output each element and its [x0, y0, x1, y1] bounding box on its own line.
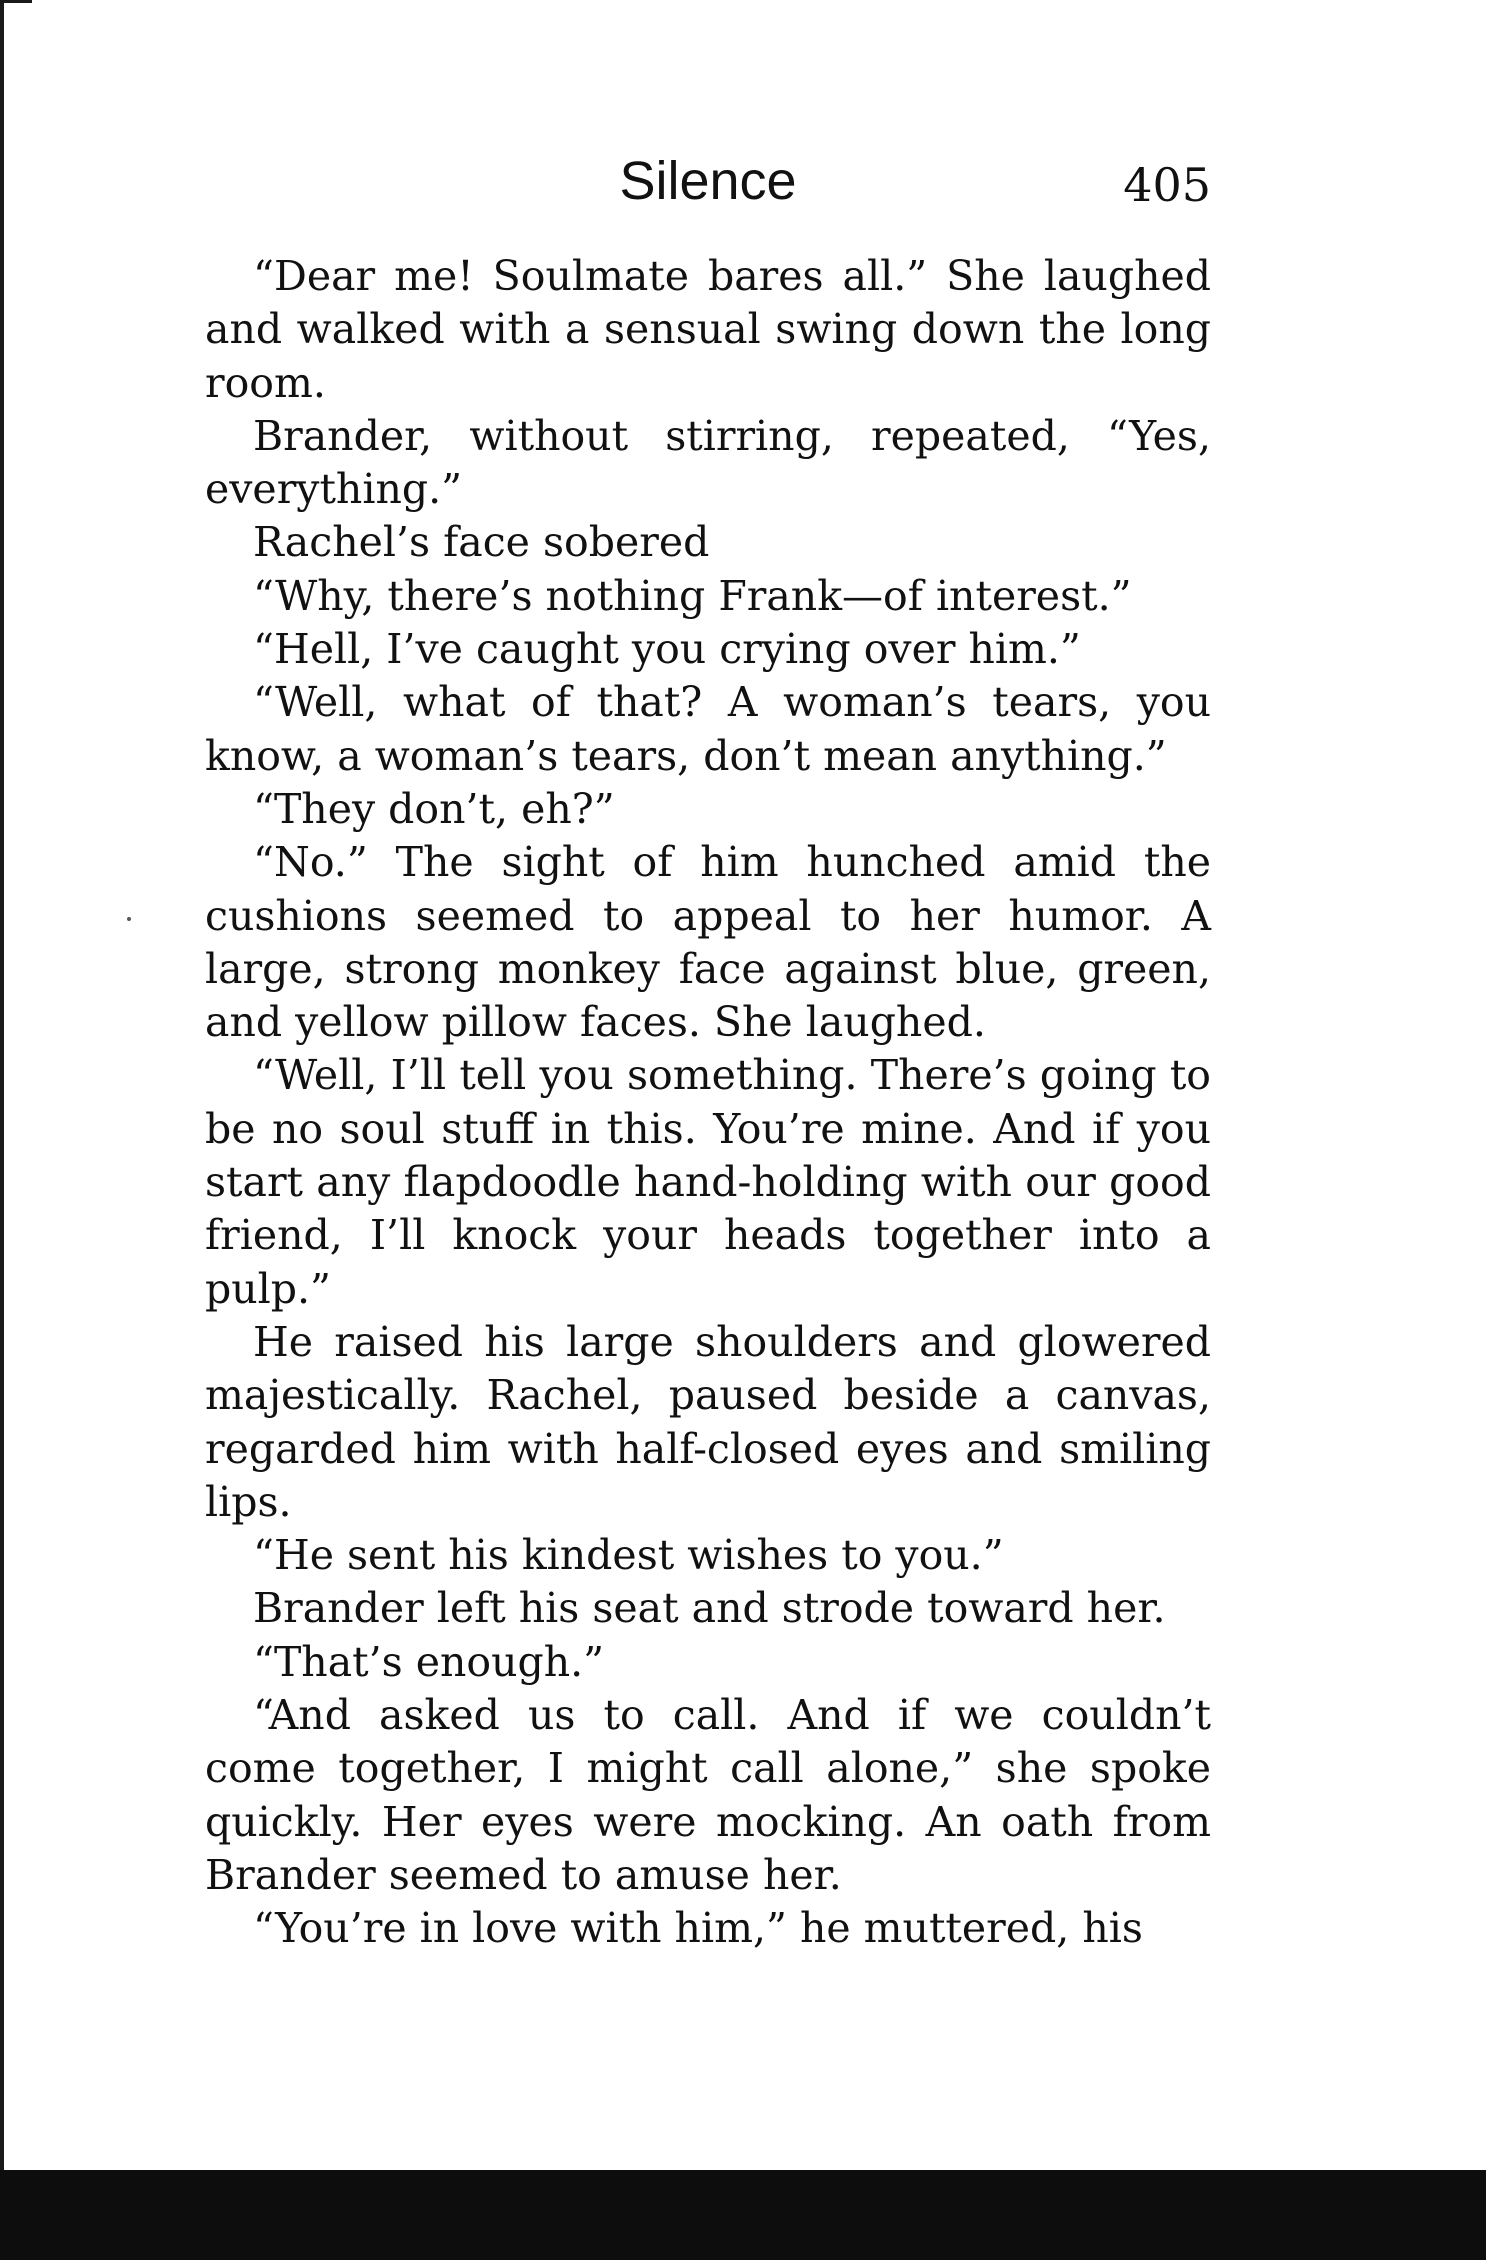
scan-edge-left	[0, 0, 4, 2260]
paragraph: “That’s enough.”	[253, 1637, 605, 1686]
paragraph: “No.” The sight of him hunched amid the cushions seemed to appeal to her humor. A large, strong monkey face against blue, green, and yellow pillow faces. She laughed.	[205, 838, 1211, 1047]
paragraph: “Dear me! Soulmate bares all.” She laughed and walked with a sensual swing down the long room.	[205, 252, 1211, 407]
paragraph: “Why, there’s nothing Frank—of interest.”	[253, 571, 1132, 620]
paragraph: “You’re in love with him,” he muttered, his	[253, 1904, 1143, 1953]
paragraph: “He sent his kindest wishes to you.”	[253, 1531, 1004, 1580]
paragraph: He raised his large shoulders and glowered majestically. Rachel, paused beside a canvas, regarded him with half-closed eyes and smiling lips.	[205, 1317, 1211, 1526]
ink-speck	[127, 917, 131, 921]
book-page	[205, 150, 1211, 1956]
paragraph: “Well, what of that? A woman’s tears, you know, a woman’s tears, don’t mean anything.”	[205, 678, 1211, 780]
body-text	[205, 250, 1211, 1956]
paragraph: Brander left his seat and strode toward her.	[253, 1584, 1166, 1633]
scan-edge-top	[0, 0, 32, 3]
paragraph: “They don’t, eh?”	[253, 784, 615, 833]
running-title: Silence	[619, 151, 797, 211]
paragraph: Brander, without stirring, repeated, “Yes, everything.”	[205, 411, 1211, 514]
paragraph: Rachel’s face sobered	[253, 518, 710, 567]
paragraph: “Hell, I’ve caught you crying over him.”	[253, 625, 1081, 674]
scan-edge-bottom	[0, 2170, 1486, 2260]
running-head	[205, 150, 1211, 230]
page-number: 405	[1123, 158, 1211, 212]
paragraph: “And asked us to call. And if we couldn’t come together, I might call alone,” she spoke quickly. Her eyes were mocking. An oath from Brander seemed to amuse her.	[205, 1691, 1211, 1899]
paragraph: “Well, I’ll tell you something. There’s going to be no soul stuff in this. You’re mine. And if you start any flapdoodle hand-holding with our good friend, I’ll knock your heads together into a pulp.”	[205, 1051, 1211, 1313]
